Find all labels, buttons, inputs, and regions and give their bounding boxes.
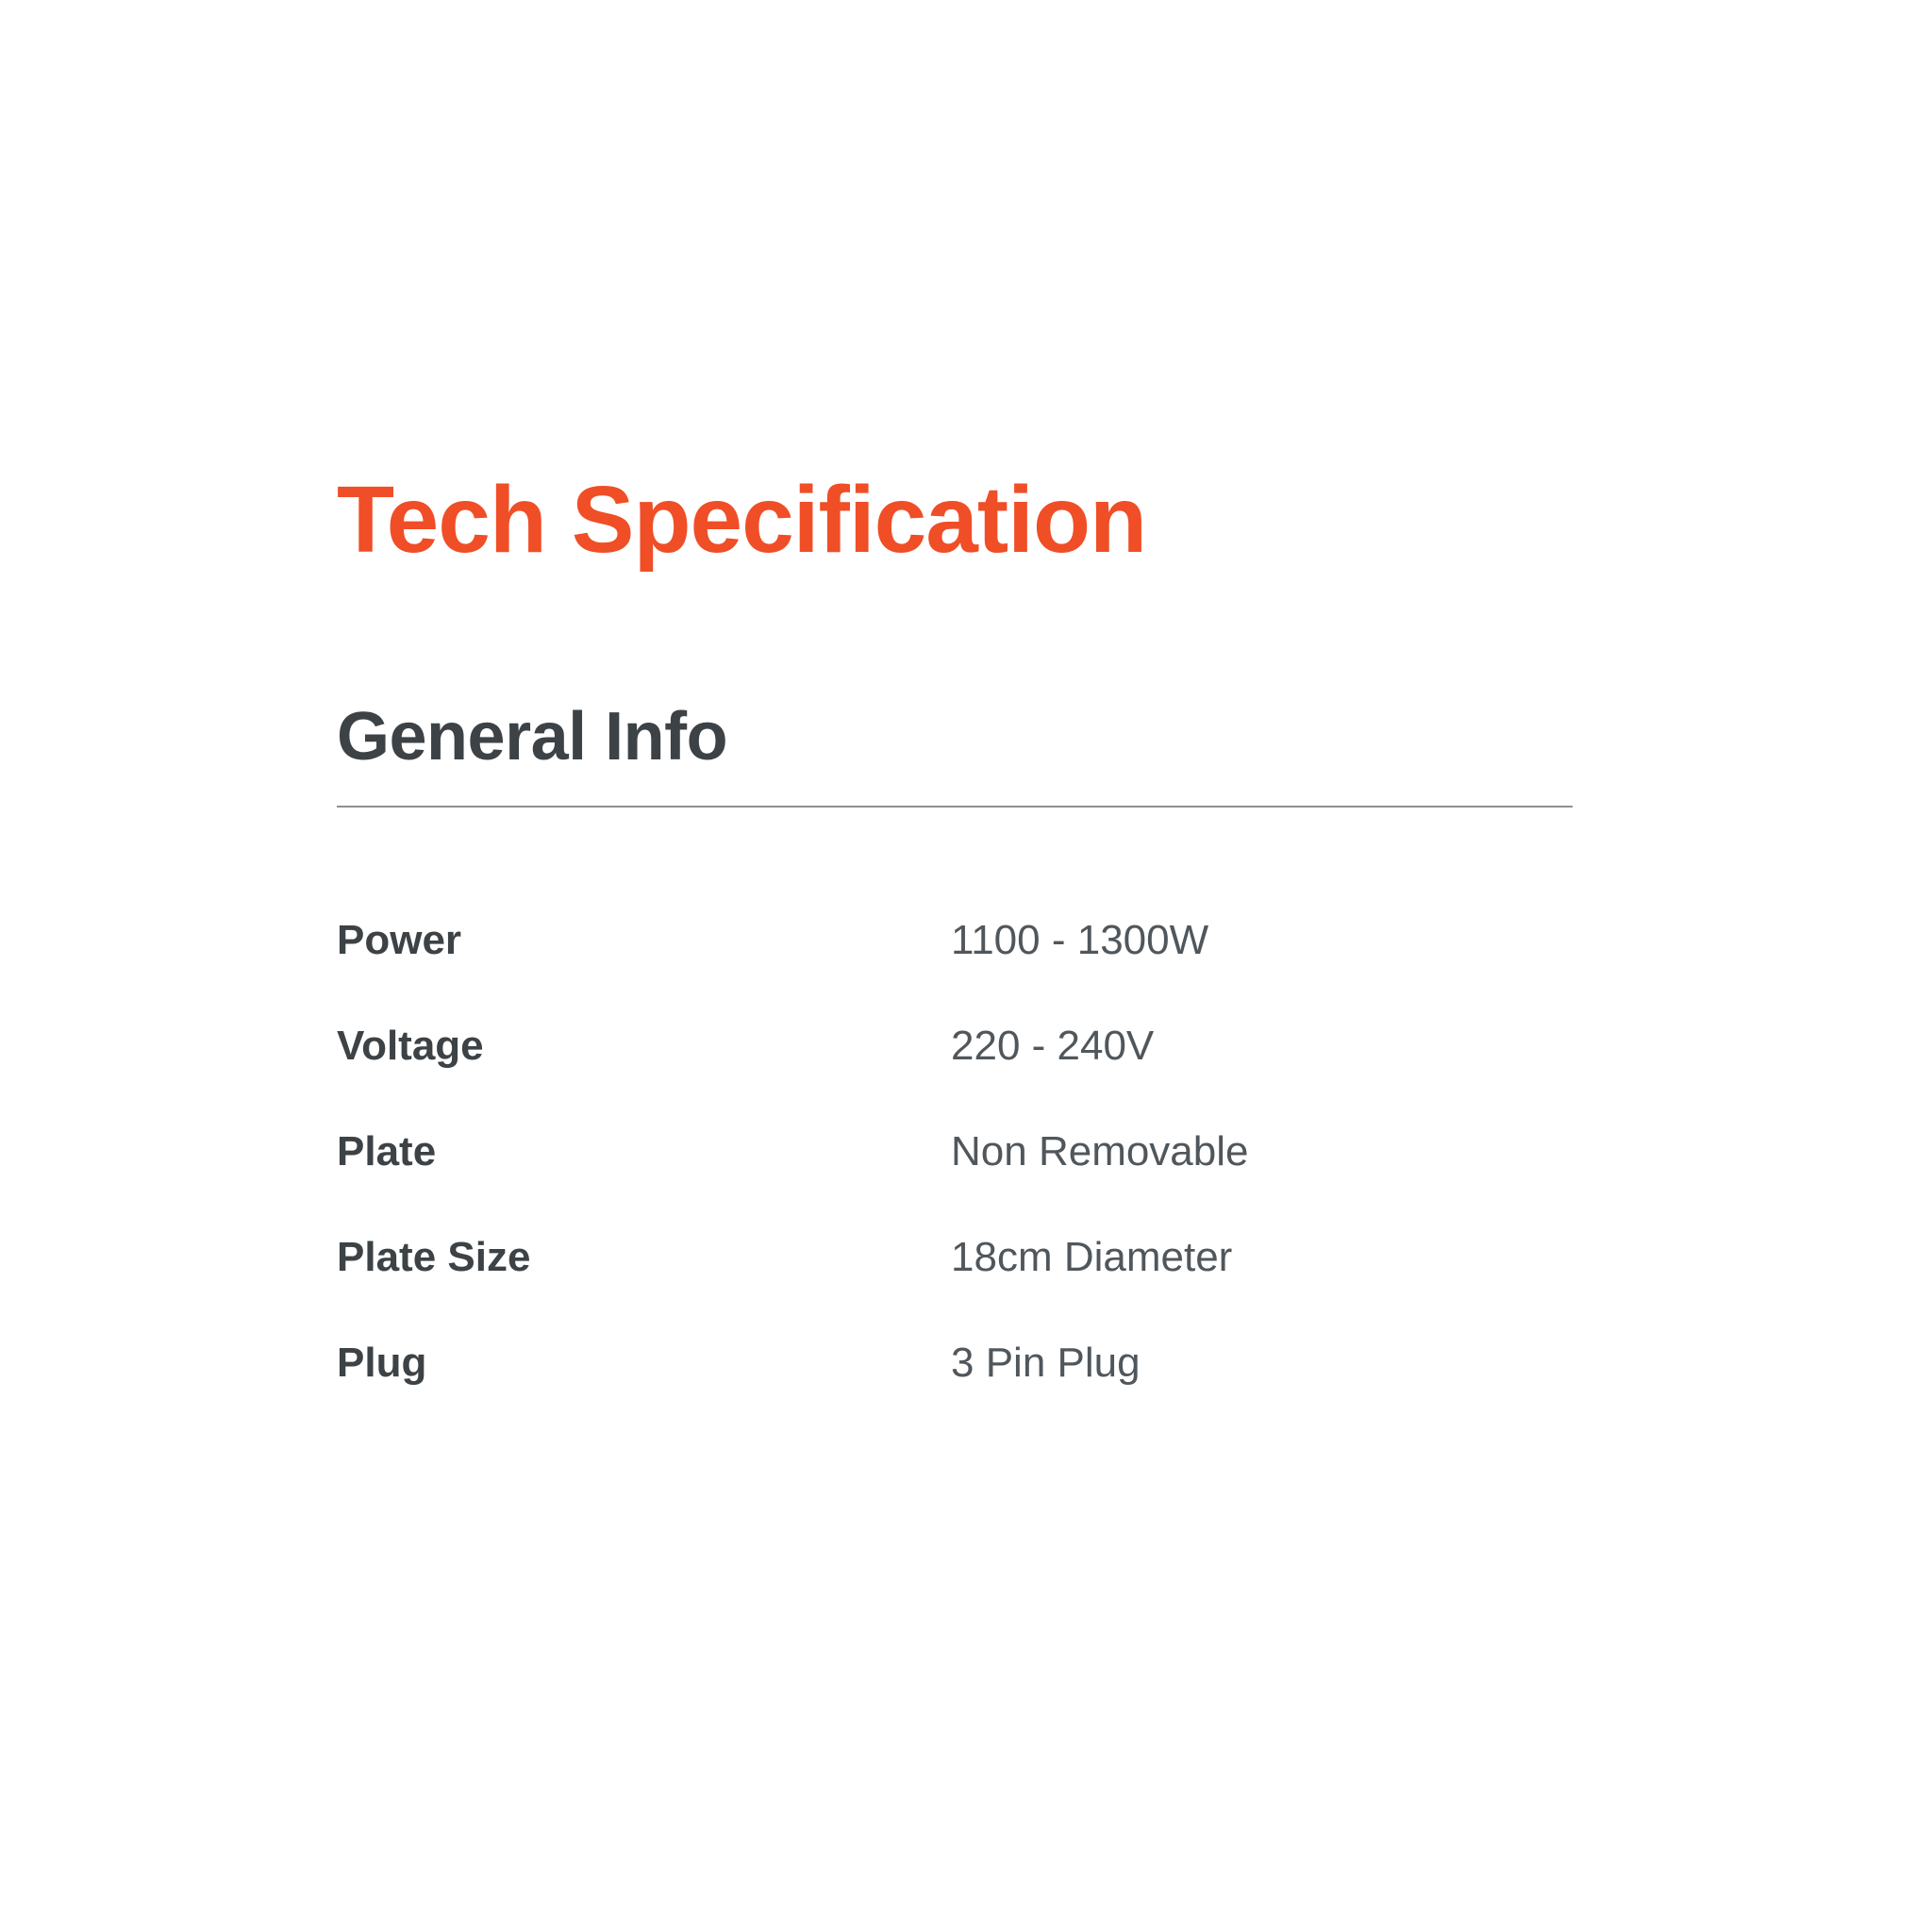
spec-row-plate-size bbox=[337, 1233, 1573, 1282]
section-divider bbox=[337, 806, 1573, 808]
spec-content bbox=[337, 464, 1573, 1388]
spec-row-voltage bbox=[337, 1022, 1573, 1071]
spec-label: Plate Size bbox=[337, 1234, 531, 1281]
spec-row-power bbox=[337, 916, 1573, 965]
spec-value: 220 - 240V bbox=[951, 1023, 1155, 1070]
spec-value: 1100 - 1300W bbox=[951, 917, 1209, 964]
page-title: Tech Specification bbox=[337, 467, 1147, 573]
spec-value: 18cm Diameter bbox=[951, 1234, 1233, 1281]
general-info-section bbox=[337, 696, 1573, 1388]
spec-row-plate bbox=[337, 1127, 1573, 1176]
spec-value: Non Removable bbox=[951, 1128, 1249, 1175]
spec-value: 3 Pin Plug bbox=[951, 1340, 1141, 1387]
spec-label: Voltage bbox=[337, 1023, 484, 1070]
spec-label: Power bbox=[337, 917, 462, 964]
section-title: General Info bbox=[337, 699, 728, 774]
spec-table bbox=[337, 916, 1573, 1388]
spec-row-plug bbox=[337, 1339, 1573, 1388]
spec-label: Plug bbox=[337, 1340, 427, 1387]
spec-label: Plate bbox=[337, 1128, 437, 1175]
